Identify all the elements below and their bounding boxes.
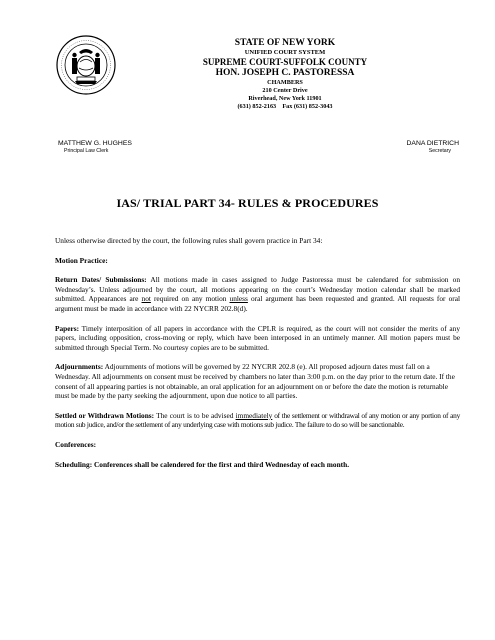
scheduling-paragraph: Scheduling: Conferences shall be calendered for the first and third Wednesday of each month.	[55, 459, 350, 469]
document-title: IAS/ TRIAL PART 34- RULES & PROCEDURES	[116, 196, 379, 210]
header-address-line2: Riverhead, New York 11901	[248, 95, 322, 102]
header-phones: (631) 852-2163 Fax (631) 852-3043	[237, 103, 333, 110]
new-york-state-seal-icon	[55, 34, 117, 96]
header-system: UNIFIED COURT SYSTEM	[244, 49, 326, 56]
return-dates-text-b: required on any motion	[150, 294, 230, 304]
settled-paragraph	[55, 411, 460, 430]
settled-immediately: immediately	[235, 410, 273, 420]
law-clerk-title: Principal Law Clerk	[64, 148, 109, 154]
papers-text: Timely interposition of all papers in accordance with the CPLR is required, as the court will not consider the merits of any papers, including opposition, cross-moving or reply, which have been interposed in an untimely manner. All motion papers must be submitted through Special Term. No courtesy copies are to be submitted.	[55, 323, 460, 352]
header-judge: HON. JOSEPH C. PASTORESSA	[215, 68, 355, 78]
papers-label: Papers:	[55, 323, 80, 333]
return-dates-label: Return Dates/ Submissions:	[55, 275, 147, 285]
return-dates-text-a: All motions made in cases assigned to Judge Pastoressa must be calendared for submission on Wednesday’s. Unless adjourned by the court, all motions appearing on the court’s Wednesday motion calendar shall be marked submitted. Appearances are	[55, 275, 461, 304]
settled-text-b: of the settlement or withdrawal of any motion or any portion of any motion sub judice, and/or the settlement of any underlying case with motions sub judice. The failure to do so will be sanctionable.	[55, 410, 460, 430]
adjournments-paragraph	[55, 362, 460, 400]
conferences-heading: Conferences:	[55, 439, 97, 449]
staff-right	[407, 140, 460, 155]
motion-practice-heading: Motion Practice:	[55, 255, 108, 265]
rules-body	[55, 236, 460, 479]
law-clerk-name: MATTHEW G. HUGHES	[58, 140, 132, 147]
settled-label: Settled or Withdrawn Motions:	[55, 410, 155, 420]
adjournments-text: Adjournments of motions will be governed by 22 NYCRR 202.8 (e). All proposed adjourn dates must fall on a Wednesday. All adjournments on consent must be received by chambers no later than 3:00 p.m. on the day prior to the return date. If the consent of all appearing parties is not obtainable, an oral application for an adjournment on or before the date the motion is returnable must be made by the party seeking the adjournment, upon due notice to all parties.	[55, 362, 455, 401]
return-dates-unless: unless	[229, 294, 248, 304]
secretary-title: Secretary	[428, 148, 451, 154]
return-dates-paragraph	[55, 275, 460, 313]
header-address-line1: 210 Center Drive	[262, 87, 308, 94]
intro-paragraph: Unless otherwise directed by the court, the following rules shall govern practice in Part 34:	[55, 236, 323, 245]
adjournments-label: Adjournments:	[55, 362, 104, 372]
header-chambers: CHAMBERS	[267, 79, 303, 86]
court-header	[130, 38, 440, 111]
secretary-name: DANA DIETRICH	[406, 140, 459, 147]
return-dates-not: not	[141, 294, 151, 304]
settled-text-a: The court is to be advised	[154, 410, 236, 420]
header-court: SUPREME COURT-SUFFOLK COUNTY	[202, 57, 368, 67]
papers-paragraph	[55, 324, 460, 353]
header-state: STATE OF NEW YORK	[234, 38, 336, 48]
staff-left	[58, 140, 132, 155]
return-dates-text-c: oral argument has been requested and granted. All requests for oral argument must be made in accordance with 22 NYCRR 202.8(d).	[55, 294, 460, 313]
